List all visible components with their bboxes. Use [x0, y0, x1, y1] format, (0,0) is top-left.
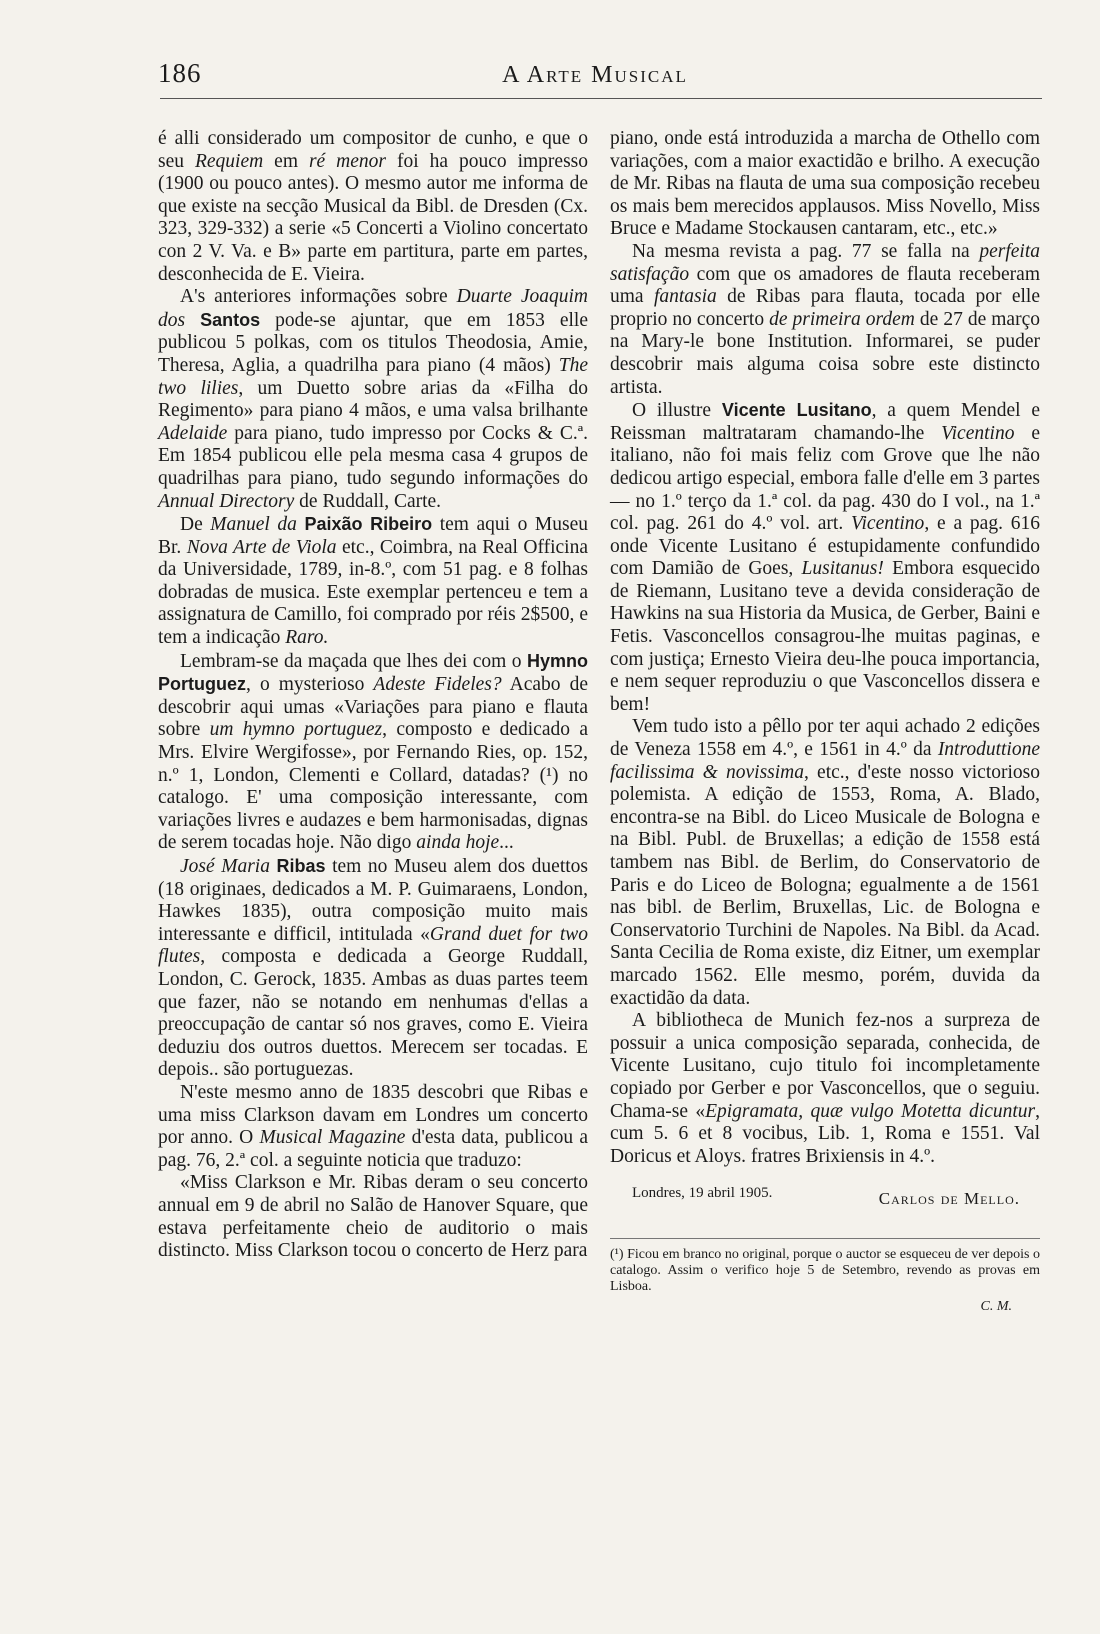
italic-text: Musical Magazine	[259, 1127, 406, 1149]
italic-text: Lusitanus!	[801, 558, 884, 580]
italic-text: Vicentino	[851, 513, 925, 535]
header-rule	[160, 98, 1042, 99]
paragraph: A bibliotheca de Munich fez-nos a surpreza de possuir a unica composição separada, conhecida, de Vicente Lusitano, cujo titulo foi incompletamente copiado por Gerber e por Vasconcellos, que o seguiu. Chama-se «Epigramata, quæ vulgo Motetta dicuntur, cum 5. 6 et 8 vocibus, Lib. 1, Roma e 1551. Val Doricus et Aloys. fratres Brixiensis in 4.º.	[610, 1010, 1040, 1167]
italic-text: perfeita satisfação	[610, 240, 1040, 285]
paragraph: é alli considerado um compositor de cunho, e que o seu Requiem em ré menor foi ha pouco impresso (1900 ou pouco antes). O mesmo autor me informa de que existe na secção Musical da Bibl. de Dresden (Cx. 323, 329-332) a serie «5 Concerti a Violino concertato con 2 V. Va. e B» parte em partitura, parte em partes, desconhecida de E. Vieira.	[158, 128, 589, 285]
footnote-rule	[610, 1238, 1040, 1239]
italic-text: Nova Arte de Viola	[186, 536, 337, 558]
italic-text: um hymno portuguez	[209, 719, 383, 741]
page-number: 186	[158, 58, 202, 88]
italic-text: Adelaide	[158, 422, 228, 444]
bold-name: Ribas	[276, 856, 326, 876]
right-column	[610, 128, 1040, 1319]
italic-text: The two lilies	[158, 354, 588, 399]
left-column	[158, 128, 588, 1263]
italic-text: Raro.	[285, 627, 329, 649]
paragraph: Lembram-se da maçada que lhes dei com o Hymno Portuguez, o mysterioso Adeste Fideles? Acabo de descobrir aqui umas «Variações para piano e flauta sobre um hymno portuguez, composto e dedicado a Mrs. Elvire Wergifosse», por Fernando Ries, op. 152, n.º 1, London, Clementi e Collard, datadas? (¹) no catalogo. E' uma composição interessante, com variações livres e audazes e bem harmonisadas, dignas de serem tocadas hoje. Não digo ainda hoje...	[158, 650, 588, 854]
paragraph: José Maria Ribas tem no Museu alem dos duettos (18 originaes, dedicados a M. P. Guimaraens, London, Hawkes 1835), outra composição muito mais interessante e difficil, intitulada «Grand duet for two flutes, composta e dedicada a George Ruddall, London, C. Gerock, 1835. Ambas as duas partes teem que fazer, não se notando em nenhumas d'ellas a preoccupação de cantar só nos graves, como E. Vieira deduziu dos outros duettos. Merecem ser tocadas. E depois.. são portuguezas.	[158, 856, 588, 1081]
running-title: A Arte Musical	[502, 62, 688, 88]
italic-text: Duarte Joaquim dos	[158, 286, 588, 331]
italic-text: Annual Directory	[158, 490, 295, 512]
dateline: Londres, 19 abril 1905.	[632, 1185, 773, 1202]
italic-text: Vicentino	[941, 422, 1015, 444]
italic-text: Requiem	[194, 150, 264, 172]
italic-text: José Maria	[180, 856, 270, 877]
page-header	[150, 52, 1040, 92]
bold-name: Santos	[200, 309, 261, 330]
paragraph: Vem tudo isto a pêllo por ter aqui achado 2 edições de Veneza 1558 em 4.º, e 1561 in 4.º da Introduttione facilissima & novissima, etc., d'este nosso victorioso polemista. A edição de 1553, Roma, A. Blado, encontra-se na Bibl. do Liceo Musicale de Bologna e na Bibl. Publ. de Bruxellas; a edição de 1558 está tambem nas Bibl. de Berlim, do Conservatorio de Paris e do Liceo de Bologna; egualmente a de 1561 nas bibl. de Berlim, Bruxellas, Lic. de Bologna e Conservatorio Turchini de Napoles. Na Bibl. da Acad. Santa Cecilia de Roma existe, diz Eitner, um exemplar marcado 1562. Elle mesmo, porém, duvida da exactidão da data.	[610, 716, 1040, 1009]
paragraph: De Manuel da Paixão Ribeiro tem aqui o Museu Br. Nova Arte de Viola etc., Coimbra, na Real Officina da Universidade, 1789, in-8.º, com 51 pag. e 8 folhas dobradas de musica. Este exemplar pertenceu e tem a assignatura de Camillo, foi comprado por réis 2$500, e tem a indicação Raro.	[158, 514, 588, 649]
bold-name: Hymno Portuguez	[158, 650, 588, 695]
author-signature: Carlos de Mello.	[878, 1189, 1020, 1209]
italic-text: Adeste Fideles?	[373, 674, 502, 696]
paragraph: O illustre Vicente Lusitano, a quem Mendel e Reissman maltrataram chamando-lhe Vicentino e italiano, não foi mais feliz com Grove que lhe não dedicou artigo especial, embora falle d'elle em 3 partes — no 1.º terço da 1.ª col. da pag. 430 do I vol., na 1.ª col. pag. 261 do 4.º vol. art. Vicentino, e a pag. 616 onde Vicente Lusitano é estupidamente confundido com Damião de Goes, Lusitanus! Embora esquecido de Riemann, Lusitano teve a devida consideração de Hawkins na sua Historia da Musica, de Gerber, Baini e Fetis. Vasconcellos consagrou-lhe muitas paginas, e com justiça; Ernesto Vieira deu-lhe pouca importancia, e nem sequer reproduziu o que Vasconcellos dissera e bem!	[610, 400, 1041, 715]
italic-text: Grand duet for two flutes	[158, 923, 588, 968]
paragraph: piano, onde está introduzida a marcha de Othello com variações, com a maior exactidão e brilho. A execução de Mr. Ribas na flauta de uma sua composição recebeu os mais bem merecidos applausos. Miss Novello, Miss Bruce e Madame Stockausen cantaram, etc., etc.»	[610, 128, 1040, 240]
italic-text: fantasia	[653, 286, 717, 308]
paragraph: A's anteriores informações sobre Duarte Joaquim dos Santos pode-se ajuntar, que em 1853 elle publicou 5 polkas, com os titulos Theodosia, Amie, Theresa, Aglia, a quadrilha para piano (4 mãos) The two lilies, um Duetto sobre arias da «Filha do Regimento» para piano 4 mãos, e uma valsa brilhante Adelaide para piano, tudo impresso por Cocks & C.ª. Em 1854 publicou elle pela mesma casa 4 grupos de quadrilhas para piano, tudo segundo informações do Annual Directory de Ruddall, Carte.	[158, 286, 588, 512]
italic-text: ré menor	[308, 150, 387, 172]
italic-text: de primeira ordem	[769, 308, 915, 330]
signature-block	[610, 1182, 1040, 1212]
paragraph: «Miss Clarkson e Mr. Ribas deram o seu concerto annual em 9 de abril no Salão de Hanover Square, que estava perfeitamente cheio de auditorio o mais distincto. Miss Clarkson tocou o concerto de Herz para	[158, 1172, 588, 1262]
italic-text: Epigramata, quæ vulgo Motetta dicuntur	[705, 1100, 1036, 1122]
paragraph: N'este mesmo anno de 1835 descobri que Ribas e uma miss Clarkson davam em Londres um concerto por anno. O Musical Magazine d'esta data, publicou a pag. 76, 2.ª col. a seguinte noticia que traduzo:	[158, 1081, 589, 1171]
italic-text: ainda hoje	[416, 832, 500, 854]
italic-text: Introduttione facilissima & novissima	[610, 739, 1040, 783]
bold-name: Vicente Lusitano	[721, 400, 872, 421]
italic-text: Manuel da	[210, 514, 297, 536]
bold-name: Paixão Ribeiro	[304, 514, 433, 535]
footnote: (¹) Ficou em branco no original, porque o auctor se esqueceu de ver depois o catalogo. Assim o verifico hoje 5 de Setembro, revendo as provas em Lisboa.	[610, 1247, 1040, 1294]
footnote-initials: C. M.	[980, 1299, 1012, 1315]
paragraph: Na mesma revista a pag. 77 se falla na perfeita satisfação com que os amadores de flauta receberam uma fantasia de Ribas para flauta, tocada por elle proprio no concerto de primeira ordem de 27 de março na Mary-le bone Institution. Informarei, se puder descobrir mais alguma coisa sobre este distincto artista.	[610, 240, 1040, 398]
